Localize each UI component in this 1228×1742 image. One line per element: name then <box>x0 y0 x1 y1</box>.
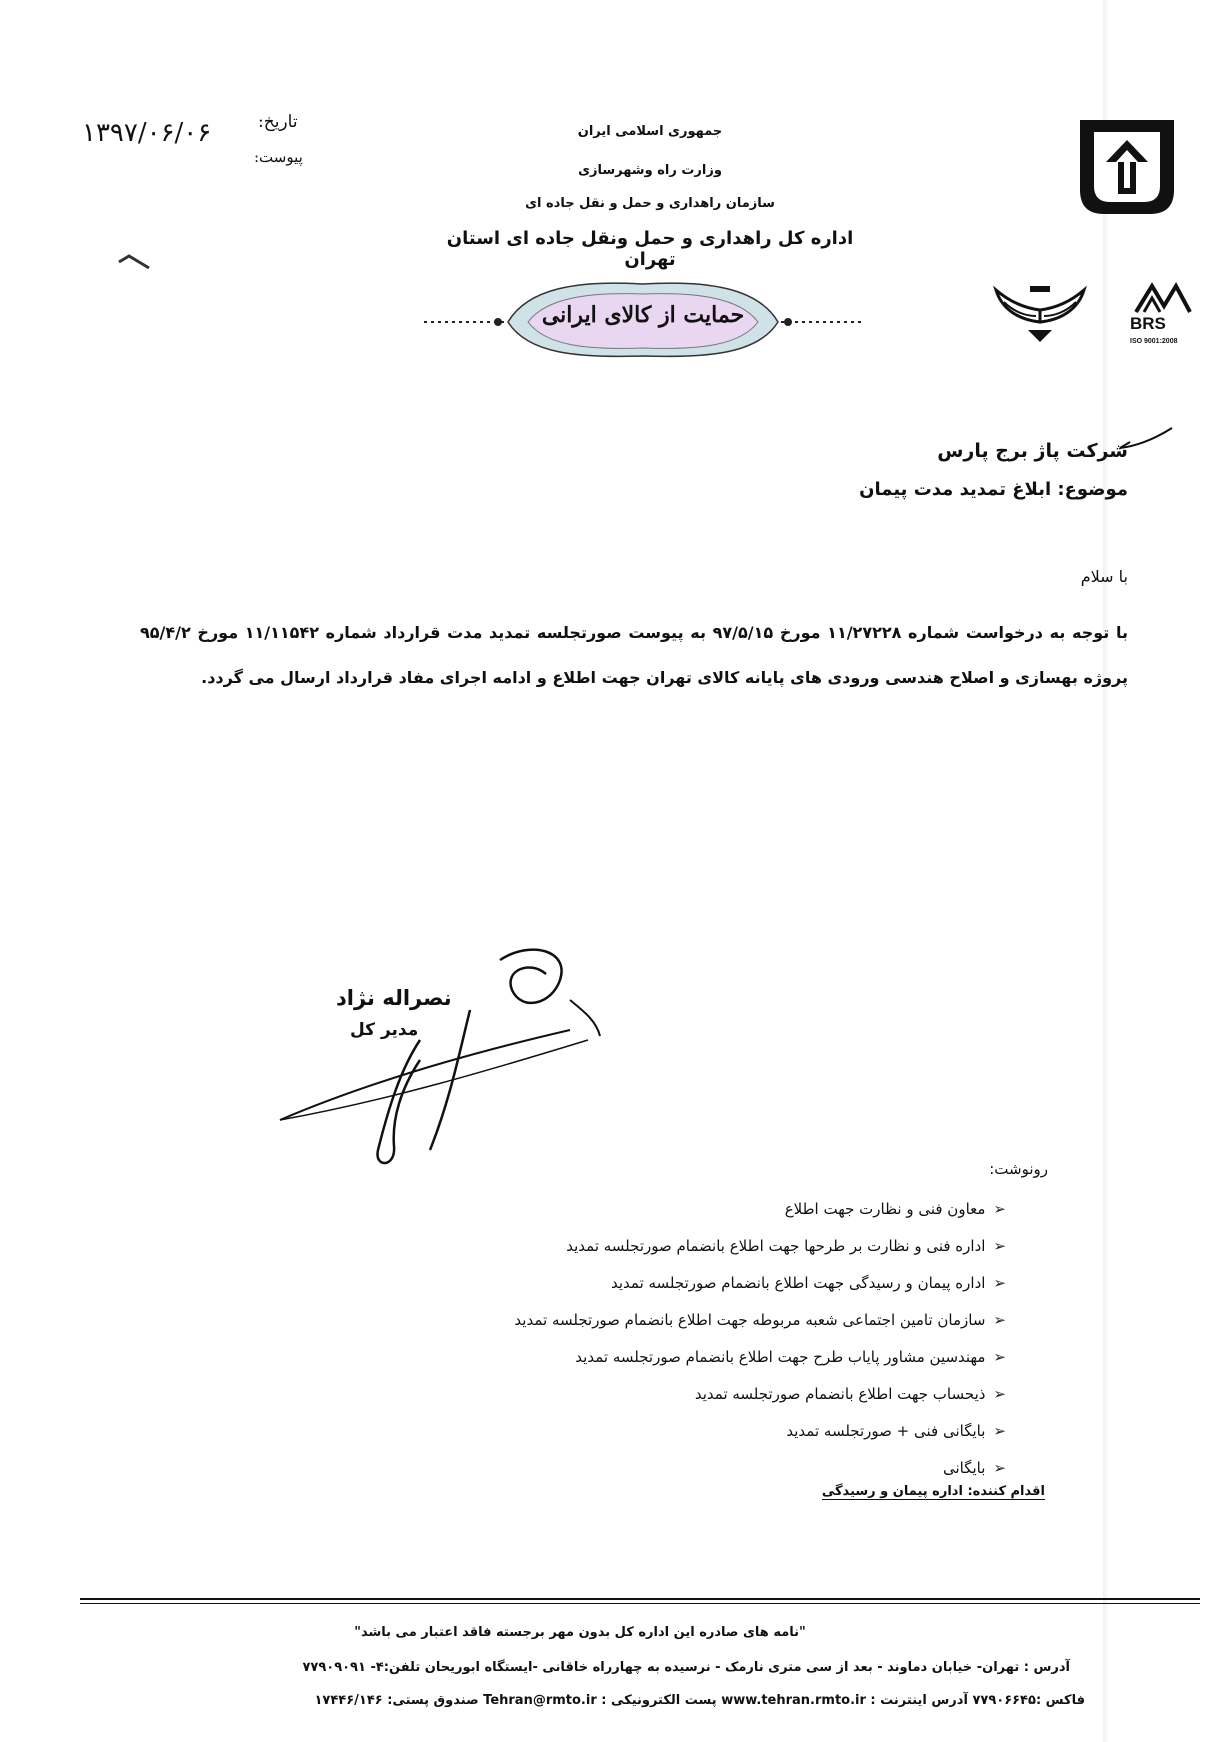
attachment-label: پیوست: <box>254 148 303 166</box>
arrow-bullet-icon: ➢ <box>993 1273 1006 1292</box>
header-ministry: وزارت راه وشهرسازی <box>578 163 722 178</box>
arrow-bullet-icon: ➢ <box>993 1236 1006 1255</box>
wing-emblem-icon <box>990 282 1090 346</box>
ink-mark-icon <box>115 248 155 272</box>
list-item: ➢ بایگانی فنی + صورتجلسه تمدید <box>786 1421 1006 1440</box>
list-item: ➢ ذیحساب جهت اطلاع بانضمام صورتجلسه تمدید <box>694 1384 1006 1403</box>
letter-body: با توجه به درخواست شماره ۱۱/۲۷۲۲۸ مورخ ۹۷/۵/۱۵ به پیوست صورتجلسه تمدید مدت قرارداد شماره ۱۱/۱۱۵۴۲ مورخ ۹۵/۴/۲ پروژه بهسازی و اصلاح هندسی ورودی های پایانه کالای تهران جهت اطلاع و ادامه اجرای مفاد قرارداد ارسال می گردد. <box>140 623 1128 687</box>
slogan-banner <box>418 270 868 360</box>
arrow-bullet-icon: ➢ <box>993 1458 1006 1477</box>
footer-notice: "نامه های صادره این اداره کل بدون مهر برجسته فاقد اعتبار می باشد" <box>354 1625 806 1640</box>
scan-edge <box>1103 0 1108 1742</box>
header-country: جمهوری اسلامی ایران <box>577 124 723 139</box>
date-value: ۱۳۹۷/۰۶/۰۶ <box>82 118 212 148</box>
cc-title: رونوشت: <box>989 1160 1048 1178</box>
arrow-bullet-icon: ➢ <box>993 1310 1006 1329</box>
iso-certification-logo <box>1130 280 1210 355</box>
header-organization: سازمان راهداری و حمل و نقل جاده ای <box>525 196 775 211</box>
arrow-bullet-icon: ➢ <box>993 1199 1006 1218</box>
list-item: ➢ اداره فنی و نظارت بر طرحها جهت اطلاع بانضمام صورتجلسه تمدید <box>566 1236 1006 1255</box>
footer-divider-thin <box>80 1603 1200 1604</box>
brs-mark-icon <box>1130 280 1210 314</box>
subject-line: موضوع: ابلاغ تمدید مدت پیمان <box>859 479 1128 500</box>
date-label: تاریخ: <box>258 112 298 132</box>
list-item: ➢ سازمان تامین اجتماعی شعبه مربوطه جهت اطلاع بانضمام صورتجلسه تمدید <box>514 1310 1006 1329</box>
salutation: با سلام <box>1080 567 1128 586</box>
brs-text: BRS <box>1130 314 1166 333</box>
ministry-logo-icon <box>1072 112 1182 222</box>
arrow-bullet-icon: ➢ <box>993 1384 1006 1403</box>
handwritten-signature <box>270 940 610 1180</box>
arrow-bullet-icon: ➢ <box>993 1347 1006 1366</box>
addressee: شرکت پاژ برج پارس <box>937 440 1128 462</box>
header-department: اداره کل راهداری و حمل ونقل جاده ای استان تهران <box>446 228 854 270</box>
list-item: ➢ بایگانی <box>942 1458 1006 1477</box>
arrow-bullet-icon: ➢ <box>993 1421 1006 1440</box>
slogan-text: حمایت از کالای ایرانی <box>541 302 745 328</box>
footer-address: آدرس : تهران- خیابان دماوند - بعد از سی متری نارمک - نرسیده به چهارراه خاقانی -ایستگاه ابوریحان تلفن:۴- ۷۷۹۰۹۰۹۱ <box>302 1660 1070 1675</box>
action-by: اقدام کننده: اداره پیمان و رسیدگی <box>821 1484 1045 1499</box>
iso-text: ISO 9001:2008 <box>1130 338 1178 345</box>
footer-divider <box>80 1598 1200 1600</box>
footer-contact: فاکس :۷۷۹۰۶۶۴۵ آدرس اینترنت : www.tehran.rmto.ir پست الکترونیکی : Tehran@rmto.ir صندوق پستی: ۱۷۴۴۶/۱۴۶ <box>314 1693 1085 1708</box>
list-item: ➢ مهندسین مشاور پایاب طرح جهت اطلاع بانضمام صورتجلسه تمدید <box>575 1347 1006 1366</box>
signatory-name: نصراله نژاد <box>336 986 452 1010</box>
list-item: ➢ معاون فنی و نظارت جهت اطلاع <box>784 1199 1006 1218</box>
signatory-title: مدیر کل <box>350 1020 419 1040</box>
cc-list <box>514 1190 1006 1486</box>
list-item: ➢ اداره پیمان و رسیدگی جهت اطلاع بانضمام صورتجلسه تمدید <box>610 1273 1006 1292</box>
